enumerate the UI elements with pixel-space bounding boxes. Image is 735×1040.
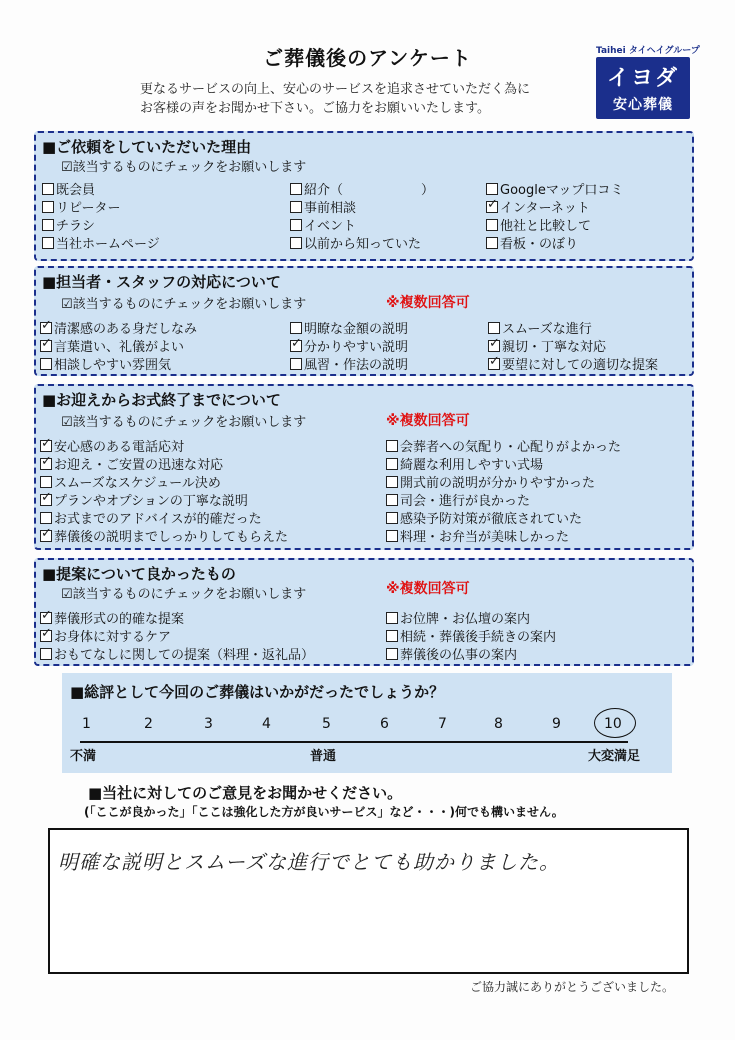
rating-option[interactable]: 1 — [82, 716, 91, 732]
rating-option[interactable]: 6 — [380, 716, 389, 732]
checkbox-item[interactable]: ✓清潔感のある身だしなみ — [40, 318, 197, 337]
checkbox[interactable] — [486, 237, 498, 249]
checkbox[interactable] — [290, 201, 302, 213]
section-title: ■ご依頼をしていただいた理由 — [42, 138, 252, 156]
checkbox-item[interactable]: 当社ホームページ — [42, 233, 160, 252]
checkbox[interactable] — [486, 219, 498, 231]
checkbox[interactable] — [290, 358, 302, 370]
checkbox[interactable] — [42, 183, 54, 195]
checkbox-item[interactable]: ✓言葉遣い、礼儀がよい — [40, 336, 184, 355]
checkbox[interactable] — [486, 201, 498, 213]
checkbox-item[interactable]: 明瞭な金額の説明 — [290, 318, 408, 337]
checkbox[interactable] — [290, 322, 302, 334]
checkbox-item[interactable]: 既会員 — [42, 179, 95, 198]
rating-option[interactable]: 2 — [144, 716, 153, 732]
checkbox[interactable] — [40, 530, 52, 542]
checkbox-item[interactable]: 感染予防対策が徹底されていた — [386, 508, 582, 527]
checkbox-item[interactable]: 相続・葬儀後手続きの案内 — [386, 626, 556, 645]
checkbox-item[interactable]: ✓プランやオプションの丁寧な説明 — [40, 490, 248, 509]
checkbox[interactable] — [40, 340, 52, 352]
checkbox[interactable] — [40, 494, 52, 506]
checkbox-item[interactable]: 料理・お弁当が美味しかった — [386, 526, 569, 545]
checkbox-item[interactable]: おもてなしに関しての提案（料理・返礼品） — [40, 644, 314, 663]
checkbox-item[interactable]: 綺麗な利用しやすい式場 — [386, 454, 543, 473]
group-logo-text: Taihei タイヘイグループ — [596, 46, 700, 56]
checkbox-item[interactable]: ✓お迎え・ご安置の迅速な対応 — [40, 454, 223, 473]
section-proposal — [34, 558, 694, 666]
checkbox-item[interactable]: ✓ 分かりやすい説明 — [290, 336, 408, 355]
checkbox-item[interactable]: 開式前の説明が分かりやすかった — [386, 472, 595, 491]
checkbox-item[interactable]: 以前から知っていた — [290, 233, 421, 252]
logo-main-text: イヨダ — [606, 66, 679, 91]
checkbox-item[interactable]: ✓ 要望に対しての適切な提案 — [488, 354, 658, 373]
checkbox-item[interactable]: 風習・作法の説明 — [290, 354, 408, 373]
checkbox-item[interactable]: お位牌・お仏壇の案内 — [386, 608, 530, 627]
section-instruction: ☑該当するものにチェックをお願いします — [61, 415, 307, 430]
checkbox[interactable] — [386, 440, 398, 452]
section-title: ■お迎えからお式終了までについて — [42, 391, 281, 409]
rating-option[interactable]: 4 — [262, 716, 271, 732]
checkbox[interactable] — [40, 458, 52, 470]
section-title: ■提案について良かったもの — [42, 565, 236, 583]
company-logo — [596, 57, 690, 119]
rating-option[interactable]: 5 — [322, 716, 331, 732]
checkbox[interactable] — [42, 201, 54, 213]
checkbox-item[interactable]: ✓葬儀形式の的確な提案 — [40, 608, 184, 627]
checkbox[interactable] — [290, 340, 302, 352]
checkbox-item[interactable]: ✓葬儀後の説明までしっかりしてもらえた — [40, 526, 288, 545]
checkbox-item[interactable]: 司会・進行が良かった — [386, 490, 530, 509]
checkbox-item[interactable]: 葬儀後の仏事の案内 — [386, 644, 517, 663]
checkbox-item[interactable]: 看板・のぼり — [486, 233, 578, 252]
checkbox[interactable] — [40, 440, 52, 452]
rating-scale-line — [80, 741, 628, 743]
rating-box — [62, 673, 672, 773]
checkbox[interactable] — [40, 358, 52, 370]
checkbox-item[interactable]: 会葬者への気配り・心配りがよかった — [386, 436, 621, 455]
rating-high-label: 大変満足 — [588, 749, 641, 764]
checkbox[interactable] — [386, 458, 398, 470]
section-instruction: ☑該当するものにチェックをお願いします — [61, 587, 307, 602]
intro-line-2: お客様の声をお聞かせ下さい。ご協力をお願いいたします。 — [140, 101, 490, 116]
checkbox[interactable] — [40, 512, 52, 524]
section-ceremony — [34, 384, 694, 550]
page-title: ご葬儀後のアンケート — [263, 46, 472, 70]
checkbox-item[interactable]: Googleマップ口コミ — [486, 179, 623, 198]
checkbox-item[interactable]: 他社と比較して — [486, 215, 591, 234]
checkbox-item[interactable]: スムーズな進行 — [488, 318, 592, 337]
section-instruction: ☑該当するものにチェックをお願いします — [61, 297, 307, 312]
section-staff-response — [34, 266, 694, 376]
checkbox[interactable] — [386, 630, 398, 642]
rating-option[interactable]: 7 — [438, 716, 447, 732]
checkbox[interactable] — [386, 512, 398, 524]
checkbox[interactable] — [488, 340, 500, 352]
opinion-textarea[interactable] — [48, 828, 689, 974]
checkbox-item[interactable]: ✓安心感のある電話応対 — [40, 436, 184, 455]
rating-mid-label: 普通 — [310, 749, 337, 764]
checkbox-item[interactable]: 相談しやすい雰囲気 — [40, 354, 171, 373]
checkbox-item[interactable]: イベント — [290, 215, 356, 234]
multiple-answer-note: ※複数回答可 — [386, 581, 470, 597]
checkbox[interactable] — [40, 612, 52, 624]
checkbox-item[interactable]: ✓ インターネット — [486, 197, 590, 216]
section-title: ■担当者・スタッフの対応について — [42, 273, 281, 291]
rating-option[interactable]: 3 — [204, 716, 213, 732]
multiple-answer-note: ※複数回答可 — [386, 413, 470, 429]
rating-question: ■総評として今回のご葬儀はいかがだったでしょうか？ — [70, 683, 445, 701]
checkbox[interactable] — [290, 183, 302, 195]
opinion-title: ■当社に対してのご意見をお聞かせください。 — [88, 784, 403, 802]
checkbox[interactable] — [488, 358, 500, 370]
checkbox[interactable] — [386, 648, 398, 660]
checkbox-item[interactable]: ✓ 親切・丁寧な対応 — [488, 336, 606, 355]
checkbox-item[interactable]: チラシ — [42, 215, 95, 234]
checkbox[interactable] — [386, 612, 398, 624]
checkbox[interactable] — [386, 494, 398, 506]
checkbox[interactable] — [290, 219, 302, 231]
checkbox[interactable] — [40, 322, 52, 334]
checkbox[interactable] — [42, 219, 54, 231]
checkbox-item[interactable]: 事前相談 — [290, 197, 356, 216]
opinion-note: (「ここが良かった」「ここは強化した方が良いサービス」など・・・)何でも構いません。 — [84, 805, 564, 819]
multiple-answer-note: ※複数回答可 — [386, 295, 470, 311]
logo-sub-text: 安心葬儀 — [613, 97, 673, 113]
checkbox[interactable] — [40, 476, 52, 488]
checkbox[interactable] — [42, 237, 54, 249]
checkbox-item[interactable]: スムーズなスケジュール決め — [40, 472, 221, 491]
section-request-reason — [34, 131, 694, 261]
checkbox[interactable] — [290, 237, 302, 249]
section-instruction: ☑該当するものにチェックをお願いします — [61, 160, 307, 175]
intro-line-1: 更なるサービスの向上、安心のサービスを追求させていただく為に — [140, 82, 531, 97]
thanks-text: ご協力誠にありがとうございました。 — [470, 980, 675, 994]
rating-low-label: 不満 — [70, 749, 97, 764]
checkbox[interactable] — [488, 322, 500, 334]
checkbox-item[interactable]: ✓お身体に対するケア — [40, 626, 171, 645]
checkbox[interactable] — [386, 530, 398, 542]
checkbox[interactable] — [486, 183, 498, 195]
selected-rating-circle — [594, 708, 636, 738]
checkbox-item[interactable]: リピーター — [42, 197, 120, 216]
checkbox-item[interactable]: 紹介（ ） — [290, 179, 434, 198]
intro-text — [140, 80, 530, 118]
handwritten-comment: 明確な説明とスムーズな進行でとても助かりました。 — [58, 850, 560, 874]
rating-option[interactable]: 9 — [552, 716, 561, 732]
rating-option[interactable]: 10 — [604, 716, 622, 732]
checkbox-item[interactable]: お式までのアドバイスが的確だった — [40, 508, 262, 527]
checkbox[interactable] — [40, 648, 52, 660]
rating-option[interactable]: 8 — [494, 716, 503, 732]
checkbox[interactable] — [386, 476, 398, 488]
checkbox[interactable] — [40, 630, 52, 642]
